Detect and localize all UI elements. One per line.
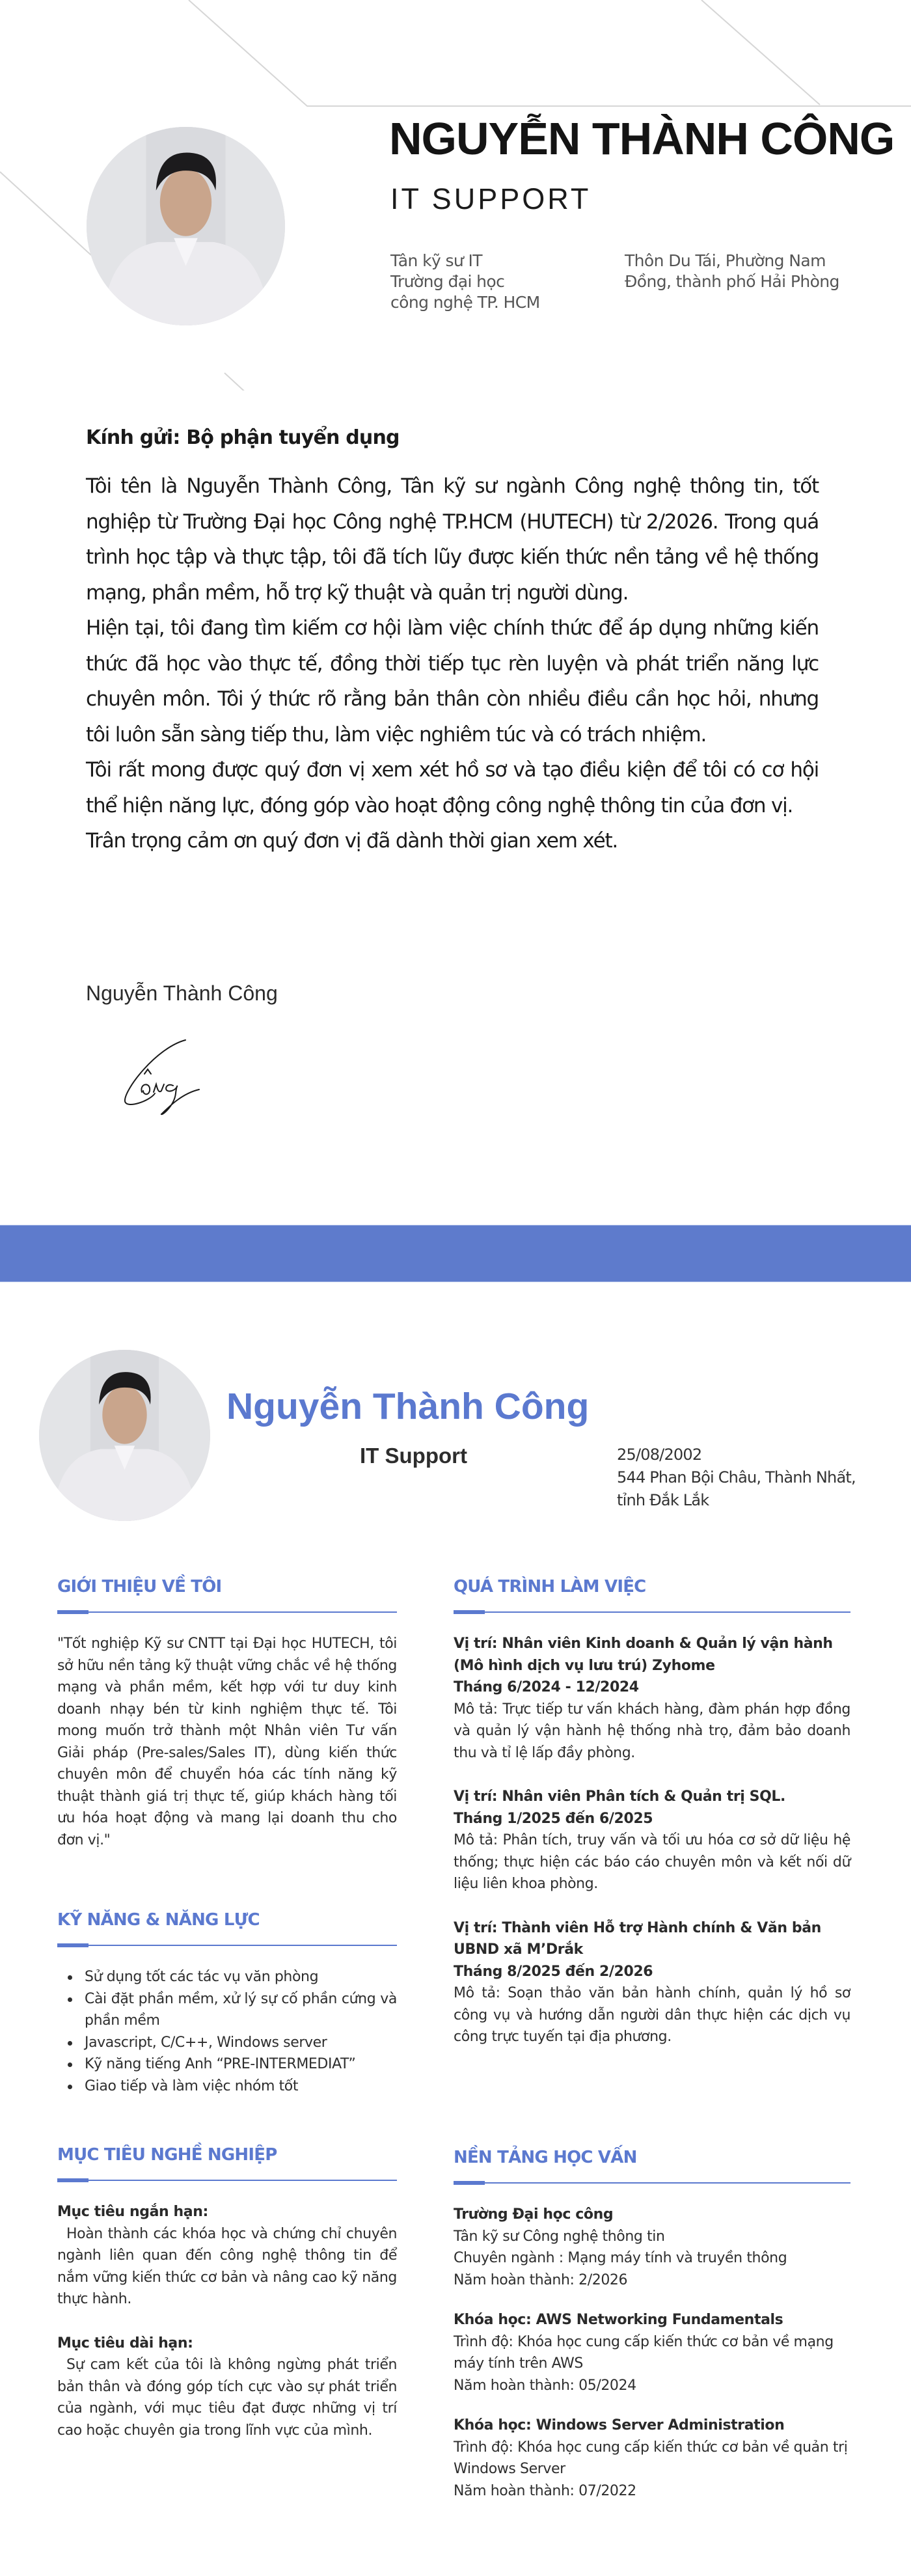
job-description: Mô tả: Trực tiếp tư vấn khách hàng, đàm phán hợp đồng và quản lý vận hành hệ thống nhà trọ, đảm bảo doanh thu và tỉ lệ lấp đầy phòng. — [454, 1701, 850, 1761]
cv-role: IT Support — [360, 1444, 467, 1468]
skill-item: Javascript, C/C++, Windows server — [57, 2032, 397, 2054]
goal-label: Mục tiêu dài hạn: — [57, 2335, 193, 2351]
page-divider-band — [0, 1225, 911, 1282]
section-rule — [57, 1611, 397, 1613]
experience-item — [454, 1633, 850, 1764]
skills-list — [57, 1966, 397, 2097]
job-period: Tháng 1/2025 đến 6/2025 — [454, 1810, 653, 1827]
education-item — [454, 2415, 850, 2502]
job-description: Mô tả: Soạn thảo văn bản hành chính, quản lý hồ sơ công vụ và hướng dẫn người dân thực hiện các dịch vụ công trực tuyến tại địa phương. — [454, 1985, 850, 2045]
about-text: "Tốt nghiệp Kỹ sư CNTT tại Đại học HUTECH, tôi sở hữu nền tảng kỹ thuật vững chắc về hệ thống mạng và phần mềm, kết hợp với tư duy kinh doanh nhạy bén từ kinh nghiệm thực tế. Tôi mong muốn trở thành một Nhân viên Tư vấn Giải pháp (Pre-sales/Sales IT), dùng kiến thức chuyên môn để chuyển hóa các tính năng kỹ thuật thành giá trị thực tế, giúp khách hàng tối ưu hóa hoạt động và mang lại doanh thu cho đơn vị." — [57, 1636, 397, 1848]
section-title: MỤC TIÊU NGHỀ NGHIỆP — [57, 2145, 277, 2165]
education-line: Chuyên ngành : Mạng máy tính và truyền thông — [454, 2250, 787, 2266]
goal-text: Sự cam kết của tôi là không ngừng phát triển bản thân và đóng góp tích cực vào sự phát triển của ngành, với mục tiêu đạt được những vị trí cao hoặc chuyên gia trong lĩnh vực của mình. — [57, 2357, 397, 2439]
short-term-goal — [57, 2201, 397, 2310]
address-line: tỉnh Đắk Lắk — [617, 1491, 709, 1509]
info-line: Trường đại học — [390, 272, 505, 291]
job-position: Vị trí: Nhân viên Kinh doanh & Quản lý vận hành (Mô hình dịch vụ lưu trú) Zyhome — [454, 1636, 833, 1674]
letter-paragraph: Hiện tại, tôi đang tìm kiếm cơ hội làm việc chính thức để áp dụng những kiến thức đã học vào thực tế, đồng thời tiếp tục rèn luyện và phát triển năng lực chuyên môn. Tôi ý thức rõ rằng bản thân còn nhiều điều cần học hỏi, nhưng tôi luôn sẵn sàng tiếp thu, làm việc nghiêm túc và có trách nhiệm. — [86, 616, 819, 747]
letter-paragraph: Tôi tên là Nguyễn Thành Công, Tân kỹ sư ngành Công nghệ thông tin, tốt nghiệp từ Trường Đại học Công nghệ TP.HCM (HUTECH) từ 2/2026. Trong quá trình học tập và thực tập, tôi đã tích lũy được kiến thức nền tảng về hệ thống mạng, phần mềm, hỗ trợ kỹ thuật và quản trị người dùng. — [86, 474, 819, 605]
education-line: Năm hoàn thành: 05/2024 — [454, 2377, 636, 2394]
job-period: Tháng 8/2025 đến 2/2026 — [454, 1963, 653, 1980]
letter-greeting: Kính gửi: Bộ phận tuyển dụng — [86, 426, 400, 449]
goal-label: Mục tiêu ngắn hạn: — [57, 2204, 208, 2220]
education-line: Năm hoàn thành: 2/2026 — [454, 2271, 628, 2288]
cv-contact-info — [617, 1444, 856, 1512]
section-skills — [57, 1911, 397, 2097]
signature-icon — [117, 1028, 221, 1119]
skill-item: Kỹ năng tiếng Anh “PRE-INTERMEDIAT” — [57, 2053, 397, 2076]
address-line: 544 Phan Bội Châu, Thành Nhất, — [617, 1468, 856, 1487]
info-line: Thôn Du Tái, Phường Nam — [625, 251, 826, 270]
profile-photo — [87, 127, 285, 325]
section-rule — [454, 1611, 850, 1613]
section-title: QUÁ TRÌNH LÀM VIỆC — [454, 1577, 646, 1596]
section-title: NỀN TẢNG HỌC VẤN — [454, 2148, 637, 2167]
job-position: Vị trí: Thành viên Hỗ trợ Hành chính & Văn bản UBND xã M’Drắk — [454, 1919, 821, 1958]
cv-name: Nguyễn Thành Công — [226, 1386, 590, 1427]
info-line: Tân kỹ sư IT — [390, 251, 482, 270]
education-line: Năm hoàn thành: 07/2022 — [454, 2482, 636, 2499]
section-about — [57, 1578, 397, 1851]
section-title: GIỚI THIỆU VỀ TÔI — [57, 1577, 222, 1596]
letter-paragraph: Tôi rất mong được quý đơn vị xem xét hồ sơ và tạo điều kiện để tôi có cơ hội thể hiện năng lực, đóng góp vào hoạt động công nghệ thông tin của đơn vị. — [86, 758, 819, 817]
education-heading: Khóa học: AWS Networking Fundamentals — [454, 2312, 783, 2328]
long-term-goal — [57, 2333, 397, 2442]
education-line: Trình độ: Khóa học cung cấp kiến thức cơ bản về quản trị Windows Server — [454, 2439, 848, 2477]
letter-body — [86, 469, 819, 859]
education-heading: Trường Đại học công — [454, 2206, 614, 2223]
job-period: Tháng 6/2024 - 12/2024 — [454, 1679, 639, 1695]
skill-item: Giao tiếp và làm việc nhóm tốt — [57, 2076, 397, 2098]
birthdate: 25/08/2002 — [617, 1446, 702, 1464]
home-address — [625, 251, 839, 292]
job-description: Mô tả: Phân tích, truy vấn và tối ưu hóa cơ sở dữ liệu hệ thống; thực hiện các báo cáo chuyên môn và kết nối dữ liệu liên khoa phòng. — [454, 1832, 850, 1892]
skill-item: Sử dụng tốt các tác vụ văn phòng — [57, 1966, 397, 1988]
section-rule — [454, 2182, 850, 2184]
experience-item — [454, 1786, 850, 1895]
experience-item — [454, 1917, 850, 2048]
cover-letter-role: IT SUPPORT — [390, 182, 591, 215]
education-line: Trình độ: Khóa học cung cấp kiến thức cơ bản về mạng máy tính trên AWS — [454, 2333, 834, 2372]
section-career-goals — [57, 2146, 397, 2441]
letter-paragraph: Trân trọng cảm ơn quý đơn vị đã dành thời gian xem xét. — [86, 829, 618, 853]
sender-name: Nguyễn Thành Công — [86, 981, 278, 1005]
cover-letter-name: NGUYỄN THÀNH CÔNG — [389, 113, 895, 164]
section-rule — [57, 2179, 397, 2182]
section-title: KỸ NĂNG & NĂNG LỰC — [57, 1910, 260, 1930]
education-heading: Khóa học: Windows Server Administration — [454, 2417, 785, 2433]
education-item — [454, 2309, 850, 2396]
info-line: Đồng, thành phố Hải Phòng — [625, 272, 839, 291]
section-experience — [454, 1578, 850, 2048]
info-line: công nghệ TP. HCM — [390, 293, 540, 312]
skill-item: Cài đặt phần mềm, xử lý sự cố phần cứng và phần mềm — [57, 1988, 397, 2032]
job-position: Vị trí: Nhân viên Phân tích & Quản trị SQL. — [454, 1788, 785, 1805]
person-photo-icon — [87, 127, 285, 325]
section-education — [454, 2149, 850, 2502]
cv-profile-photo — [39, 1350, 210, 1521]
education-item — [454, 2204, 850, 2291]
education-line: Tân kỹ sư Công nghệ thông tin — [454, 2228, 665, 2245]
goal-text: Hoàn thành các khóa học và chứng chỉ chuyên ngành liên quan đến công nghệ thông tin để nắm vững kiến thức cơ bản và nâng cao kỹ năng thực hành. — [57, 2225, 397, 2307]
section-rule — [57, 1944, 397, 1947]
person-photo-icon — [39, 1350, 210, 1521]
education-summary — [390, 251, 540, 313]
